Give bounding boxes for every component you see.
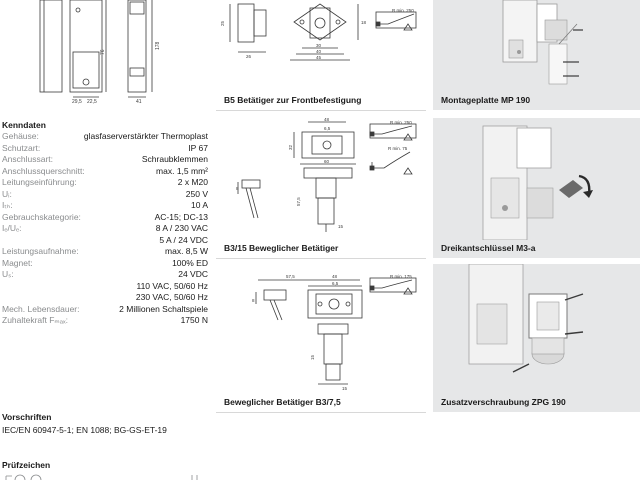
kenndaten-row — [2, 143, 208, 155]
certification-marks — [2, 472, 208, 480]
kenndaten-label: Zuhaltekraft Fₘₐₓ: — [2, 315, 69, 325]
kenndaten-value: glasfaserverstärkter Thermoplast — [83, 131, 208, 141]
b5-panel — [216, 0, 426, 111]
kenndaten-row — [2, 246, 208, 258]
b375-dim-57-5: 57,5 — [286, 274, 295, 279]
kenndaten-label: Schutzart: — [2, 142, 41, 153]
cert-mark-icon — [15, 475, 25, 480]
kenndaten-value: 2 Millionen Schaltspiele — [119, 303, 208, 314]
kenndaten-row — [2, 292, 208, 304]
b5-radius: R min. 250 — [392, 8, 414, 13]
b315-dim-57-5: 57,5 — [296, 197, 301, 206]
kenndaten-label: Gebrauchskategorie: — [2, 211, 81, 222]
b315-panel — [216, 118, 426, 259]
b315-radius-75: R min. 75 — [388, 146, 408, 151]
b5-caption: B5 Betätiger zur Frontbefestigung — [224, 95, 362, 105]
b5-dim-26: 26 — [246, 54, 252, 59]
b375-dim-48: 48 — [332, 274, 338, 279]
kenndaten-label: Iₑ/Uₑ: — [2, 223, 22, 233]
kenndaten-row — [2, 189, 208, 201]
kenndaten-row — [2, 304, 208, 316]
kenndaten-value: 100% ED — [172, 257, 208, 268]
kenndaten-row — [2, 258, 208, 270]
kenndaten-value: 110 VAC, 50/60 Hz — [136, 280, 208, 291]
kenndaten-value: 2 x M20 — [177, 177, 208, 187]
kenndaten-value: 230 VAC, 50/60 Hz — [135, 292, 208, 302]
b315-dim-60: 60 — [324, 159, 330, 164]
dim-76: 76 — [100, 49, 106, 55]
b375-drawing — [216, 264, 426, 394]
kenndaten-value: max. 8,5 W — [165, 246, 208, 256]
pruefzeichen-heading: Prüfzeichen — [2, 460, 51, 470]
b375-dim-6-5: 6,5 — [332, 281, 339, 286]
b315-dim-48: 48 — [324, 118, 330, 122]
cert-mark-icon — [6, 476, 12, 480]
b5-drawing — [216, 0, 426, 92]
b315-caption: B3/15 Beweglicher Betätiger — [224, 243, 339, 253]
kenndaten-value: IP 67 — [188, 142, 208, 153]
zpg190-panel — [433, 264, 640, 412]
dim-22-5: 22,5 — [87, 99, 97, 105]
kenndaten-label: Uₛ: — [2, 269, 14, 279]
m3a-photo — [433, 118, 640, 240]
kenndaten-row — [2, 154, 208, 166]
mp190-caption: Montageplatte MP 190 — [441, 95, 531, 105]
kenndaten-row — [2, 177, 208, 189]
m3a-panel — [433, 118, 640, 258]
kenndaten-label: Leistungsaufnahme: — [2, 246, 79, 256]
b315-dim-8: 8 — [236, 186, 239, 191]
b315-dim-32: 32 — [288, 144, 293, 150]
b375-dim-15: 15 — [310, 354, 315, 360]
b5-dim-40: 40 — [316, 49, 322, 54]
kenndaten-label: Gehäuse: — [2, 131, 39, 141]
kenndaten-label: Uᵢ: — [2, 188, 12, 199]
kenndaten-value: 250 V — [185, 188, 208, 199]
b315-dim-6-5: 6,5 — [324, 126, 331, 131]
kenndaten-value: Schraubklemmen — [141, 154, 208, 164]
b5-dim-25: 25 — [220, 20, 225, 26]
dim-29-5: 29,5 — [72, 99, 82, 105]
kenndaten-row — [2, 235, 208, 247]
kenndaten-row — [2, 200, 208, 212]
b315-drawing — [216, 118, 426, 240]
kenndaten-row — [2, 315, 208, 327]
dim-178: 178 — [155, 41, 161, 50]
kenndaten-label: Iₜₕ: — [2, 200, 13, 210]
mp190-photo — [433, 0, 640, 92]
kenndaten-value: 5 A / 24 VDC — [159, 234, 208, 245]
zpg190-caption: Zusatzverschraubung ZPG 190 — [441, 397, 566, 407]
kenndaten-label: Anschlussart: — [2, 154, 54, 164]
kenndaten-value: 8 A / 230 VAC — [155, 223, 208, 233]
kenndaten-label: Magnet: — [2, 257, 33, 268]
kenndaten-label: Anschlussquerschnitt: — [2, 165, 85, 176]
kenndaten-label: Mech. Lebensdauer: — [2, 303, 80, 314]
kenndaten-row — [2, 223, 208, 235]
kenndaten-value: 24 VDC — [178, 269, 208, 279]
vorschriften-text: IEC/EN 60947-5-1; EN 1088; BG-GS-ET-19 — [2, 425, 167, 435]
kenndaten-row — [2, 131, 208, 143]
b375-panel — [216, 264, 426, 413]
b375-radius: R min. 175 — [390, 274, 412, 279]
kenndaten-value: AC-15; DC-13 — [154, 211, 208, 222]
b375-caption: Beweglicher Betätiger B3/7,5 — [224, 397, 341, 407]
b5-dim-45: 45 — [316, 55, 322, 60]
kenndaten-row — [2, 166, 208, 178]
b315-dim-15: 15 — [338, 224, 344, 229]
dim-41: 41 — [136, 99, 142, 105]
kenndaten-heading: Kenndaten — [2, 120, 46, 130]
b315-radius-250: R min. 250 — [390, 120, 412, 125]
main-switch-drawing-panel — [0, 0, 210, 112]
b375-dim-15-bottom: 15 — [342, 386, 348, 391]
zpg190-photo — [433, 264, 640, 394]
m3a-caption: Dreikantschlüssel M3-a — [441, 243, 536, 253]
main-switch-drawing — [0, 0, 210, 112]
kenndaten-value: 1750 N — [180, 315, 208, 325]
kenndaten-row — [2, 269, 208, 281]
b5-dim-30: 30 — [316, 43, 322, 48]
vorschriften-heading: Vorschriften — [2, 412, 52, 422]
kenndaten-value: max. 1,5 mm² — [156, 165, 208, 176]
mp190-panel — [433, 0, 640, 110]
cert-mark-icon — [31, 475, 41, 480]
kenndaten-label: Leitungseinführung: — [2, 177, 77, 187]
b5-dim-18: 18 — [361, 20, 367, 25]
b375-dim-8: 8 — [252, 298, 255, 303]
kenndaten-row — [2, 212, 208, 224]
kenndaten-row — [2, 281, 208, 293]
kenndaten-value: 10 A — [190, 200, 208, 210]
